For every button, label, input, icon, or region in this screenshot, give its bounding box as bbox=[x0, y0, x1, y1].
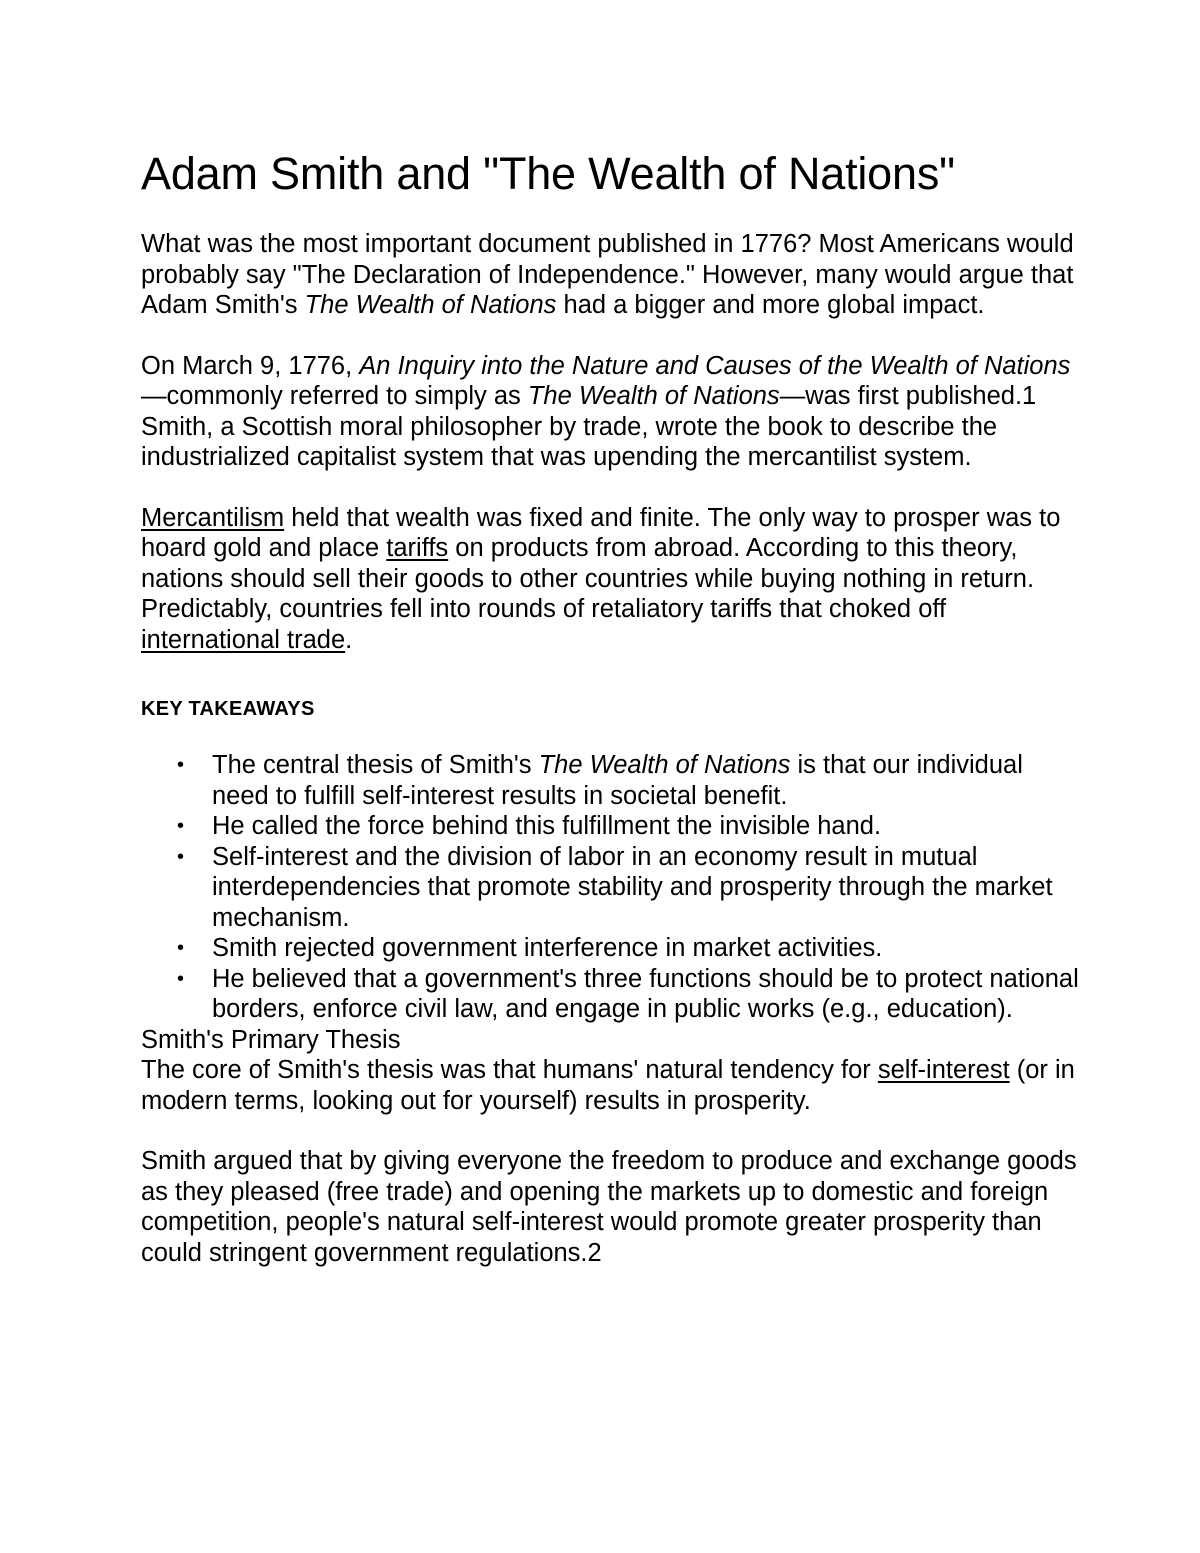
intro-paragraph bbox=[141, 229, 1080, 321]
pub-text-2: —commonly referred to simply as bbox=[141, 382, 528, 410]
short-title-italic: The Wealth of Nations bbox=[527, 382, 780, 410]
book-title-italic: The Wealth of Nations bbox=[304, 291, 557, 319]
merc-text-3: . bbox=[345, 625, 353, 654]
pub-text-1: On March 9, 1776, bbox=[141, 351, 360, 380]
list-item bbox=[177, 842, 1080, 934]
key-takeaways-list bbox=[141, 750, 1080, 1025]
bullet-icon: • bbox=[177, 967, 185, 990]
list-item-text: is that our individual need to fulfill self-interest results in societal benefit. bbox=[212, 751, 1023, 810]
list-item bbox=[177, 750, 1080, 811]
section-heading: Smith's Primary Thesis bbox=[141, 1025, 401, 1054]
free-trade-paragraph: Smith argued that by giving everyone the freedom to produce and exchange goods as they pleased (free trade) and opening the markets up to domestic and foreign competition, people's natural self-interest would promote greater prosperity than could stringent government regulations.2 bbox=[141, 1147, 1077, 1267]
merc-text-2: on products from abroad. According to this theory, nations should sell their goods to other countries while buying nothing in return. Predictably, countries fell into rounds of retaliatory tariffs that choked off bbox=[141, 534, 1035, 623]
list-item bbox=[177, 933, 1080, 964]
publication-paragraph bbox=[141, 351, 1080, 473]
book-title-italic: The Wealth of Nations bbox=[538, 751, 791, 779]
international-trade-link[interactable]: international trade bbox=[141, 625, 346, 654]
mercantilism-link[interactable]: Mercantilism bbox=[141, 503, 285, 532]
tariffs-link[interactable]: tariffs bbox=[386, 534, 449, 562]
bullet-icon: • bbox=[177, 845, 185, 868]
thesis-text-1: The core of Smith's thesis was that humans' natural tendency for bbox=[141, 1056, 878, 1084]
intro-text-2: had a bigger and more global impact. bbox=[556, 291, 985, 319]
list-item-text: Smith rejected government interference in market activities. bbox=[212, 934, 883, 962]
list-item bbox=[177, 964, 1080, 1025]
document-title: Adam Smith and "The Wealth of Nations" bbox=[141, 148, 955, 199]
bullet-icon: • bbox=[177, 754, 185, 776]
list-item bbox=[177, 811, 1080, 842]
thesis-text-2: (or in modern terms, looking out for yourself) results in prosperity. bbox=[141, 1056, 1075, 1115]
list-item-text: The central thesis of Smith's bbox=[212, 751, 539, 779]
full-title-italic: An Inquiry into the Nature and Causes of the Wealth of Nations bbox=[359, 351, 1071, 380]
pub-text-3: —was first published.1 Smith, a Scottish moral philosopher by trade, wrote the book to describe the industrialized capitalist system that was upending the mercantilist system. bbox=[141, 382, 1037, 471]
bullet-icon: • bbox=[177, 937, 185, 959]
self-interest-link[interactable]: self-interest bbox=[877, 1056, 1010, 1084]
bullet-icon: • bbox=[177, 815, 185, 837]
thesis-paragraph bbox=[141, 1055, 1080, 1116]
intro-text-1: What was the most important document published in 1776? Most Americans would probably say "The Declaration of Independence." However, many would argue that Adam Smith's bbox=[141, 230, 1074, 319]
list-item-text: Self-interest and the division of labor in an economy result in mutual interdependencies that promote stability and prosperity through the market mechanism. bbox=[212, 842, 1053, 932]
merc-text-1: held that wealth was fixed and finite. The only way to prosper was to hoard gold and place bbox=[141, 503, 1061, 562]
list-item-text: He believed that a government's three functions should be to protect national borders, enforce civil law, and engage in public works (e.g., education). bbox=[212, 964, 1079, 1023]
list-item-text: He called the force behind this fulfillment the invisible hand. bbox=[212, 812, 882, 840]
mercantilism-paragraph bbox=[141, 503, 1080, 656]
key-takeaways-heading: KEY TAKEAWAYS bbox=[141, 698, 315, 720]
